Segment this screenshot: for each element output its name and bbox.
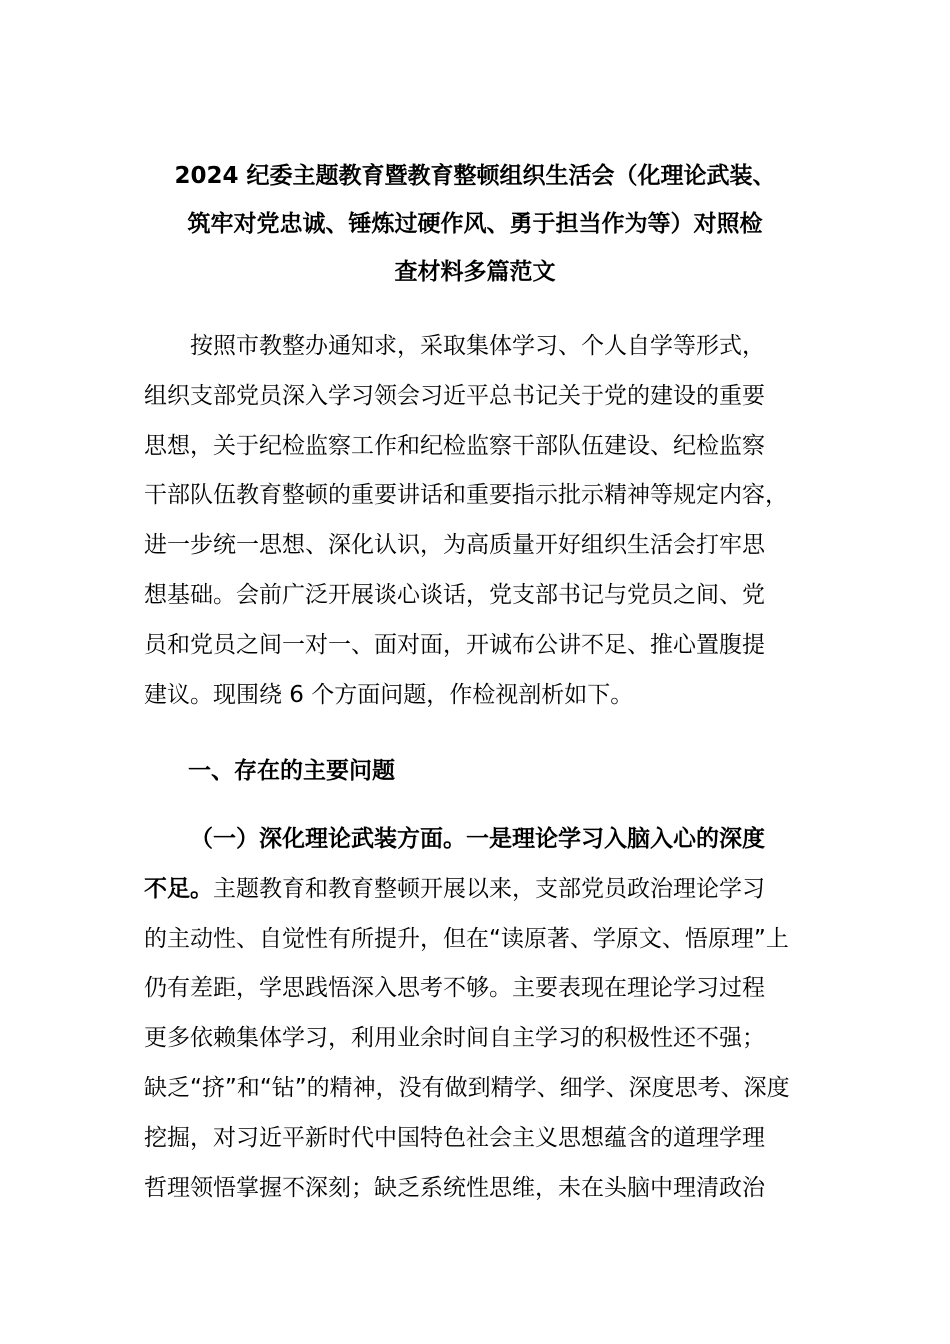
title-line-2: 筑牢对党忠诚、锤炼过硬作风、勇于担当作为等）对照检 <box>187 211 763 237</box>
intro-paragraph <box>144 322 814 720</box>
section-1-bold-prefix: 不足。 <box>144 875 213 902</box>
section-1-line-3: 的主动性、自觉性有所提升，但在“读原著、学原文、悟原理”上 <box>144 925 789 952</box>
intro-line-5: 进一步统一思想、深化认识，为高质量开好组织生活会打牢思 <box>144 532 765 559</box>
intro-line-3: 思想，关于纪检监察工作和纪检监察干部队伍建设、纪检监察 <box>144 432 765 459</box>
section-1-line-6: 缺乏“挤”和“钻”的精神，没有做到精学、细学、深度思考、深度 <box>144 1074 790 1101</box>
section-1-line-2 <box>144 865 814 915</box>
intro-line-2: 组织支部党员深入学习领会习近平总书记关于党的建设的重要 <box>144 382 765 409</box>
section-1-line-7: 挖掘，对习近平新时代中国特色社会主义思想蕴含的道理学理 <box>144 1124 765 1151</box>
section-1-line-8: 哲理领悟掌握不深刻；缺乏系统性思维，未在头脑中理清政治 <box>144 1174 765 1201</box>
section-1-subheading: （一）深化理论武装方面。一是理论学习入脑入心的深度 <box>190 826 765 852</box>
title-line-1: 2024 纪委主题教育暨教育整顿组织生活会（化理论武装、 <box>174 163 776 189</box>
section-1-line-5: 更多依赖集体学习，利用业余时间自主学习的积极性还不强； <box>144 1025 765 1052</box>
intro-line-1: 按照市教整办通知求，采取集体学习、个人自学等形式， <box>190 333 765 359</box>
title-line-3: 查材料多篇范文 <box>394 259 556 285</box>
section-heading-1: 一、存在的主要问题 <box>188 758 395 784</box>
intro-line-4: 干部队伍教育整顿的重要讲话和重要指示批示精神等规定内容， <box>144 482 788 509</box>
intro-line-8: 建议。现围绕 6 个方面问题，作检视剖析如下。 <box>144 681 634 708</box>
intro-line-6: 想基础。会前广泛开展谈心谈话，党支部书记与党员之间、党 <box>144 581 765 608</box>
section-1-line-4: 仍有差距，学思践悟深入思考不够。主要表现在理论学习过程 <box>144 975 765 1002</box>
intro-line-7: 员和党员之间一对一、面对面，开诚布公讲不足、推心置腹提 <box>144 631 765 658</box>
document-title <box>144 152 806 296</box>
section-1-bold-line <box>144 815 814 865</box>
section-1-line-2-rest: 主题教育和教育整顿开展以来，支部党员政治理论学习 <box>213 875 765 902</box>
section-1-paragraph <box>144 815 814 1213</box>
